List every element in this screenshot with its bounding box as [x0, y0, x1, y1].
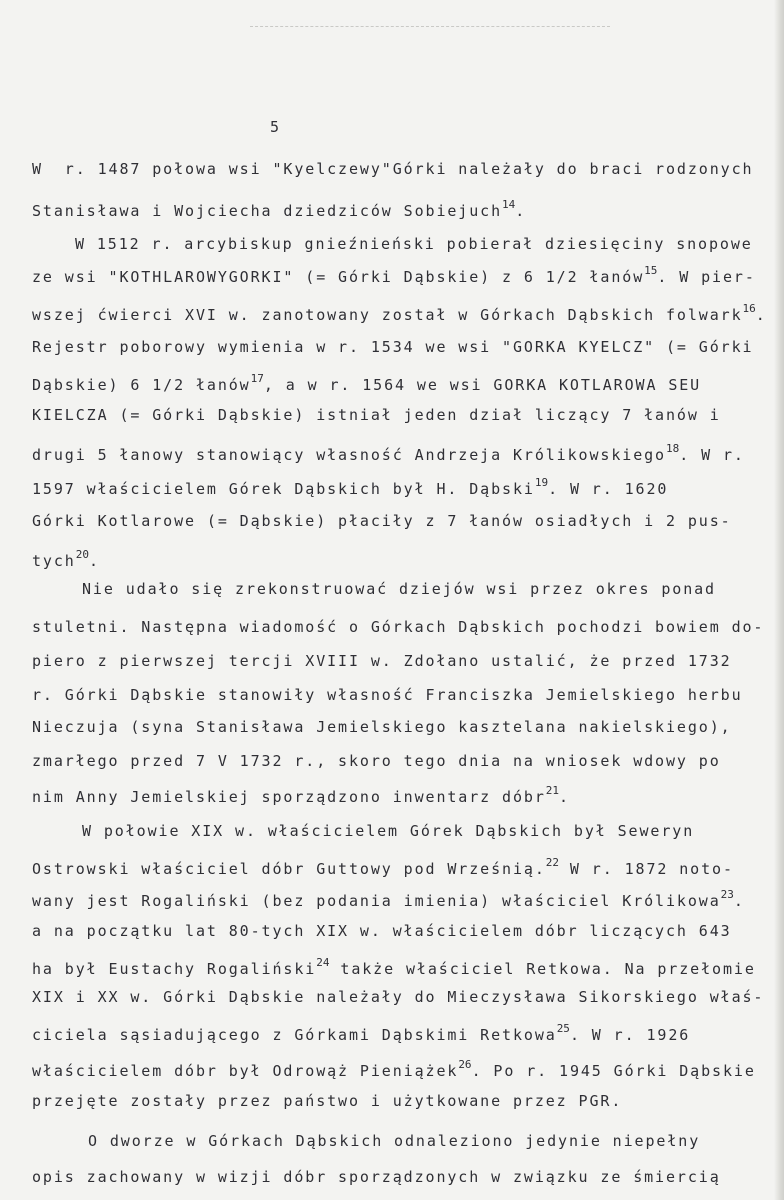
line-text: Nieczuja (syna Stanisława Jemielskiego kasztelana nakielskiego), [32, 718, 732, 736]
line-text-continuation: . W r. 1926 [569, 1026, 691, 1044]
text-line [32, 548, 100, 570]
line-text: O dworze w Górkach Dąbskich odnaleziono jedynie niepełny [88, 1132, 701, 1150]
line-text-continuation: W r. 1872 noto- [559, 860, 734, 878]
line-text: ha był Eustachy Rogaliński [32, 960, 317, 978]
line-text: a na początku lat 80-tych XIX w. właścicielem dóbr liczących 643 [32, 922, 732, 940]
line-text-continuation: także właściciel Retkowa. Na przełomie [329, 960, 756, 978]
footnote-marker: 20 [75, 548, 89, 561]
scan-artifact-line [250, 26, 610, 27]
line-text-continuation: . [88, 552, 100, 570]
footnote-marker: 17 [250, 372, 264, 385]
text-line [82, 580, 716, 598]
line-text: drugi 5 łanowy stanowiący własność Andrzeja Królikowskiego [32, 446, 666, 464]
text-line [32, 752, 721, 770]
line-text: właścicielem dóbr był Odrowąż Pieniążek [32, 1062, 459, 1080]
line-text: ze wsi "KOTHLAROWYGORKI" (= Górki Dąbskie) z 6 1/2 łanów [32, 268, 645, 286]
text-line [32, 1092, 622, 1110]
line-text: W połowie XIX w. właścicielem Górek Dąbskich był Seweryn [82, 822, 695, 840]
footnote-marker: 25 [556, 1022, 570, 1035]
line-text-continuation: . [559, 788, 570, 806]
text-line [32, 264, 756, 286]
text-line [75, 235, 753, 253]
text-line [32, 988, 764, 1006]
footnote-marker: 16 [742, 302, 756, 315]
footnote-marker: 19 [534, 476, 549, 489]
line-text: Dąbskie) 6 1/2 łanów [32, 376, 251, 394]
text-line [32, 784, 570, 806]
line-text: opis zachowany w wizji dóbr sporządzonych w związku ze śmiercią [32, 1168, 721, 1186]
text-line [32, 888, 745, 910]
page-edge [774, 0, 784, 1200]
line-text-continuation: . W r. 1620 [548, 480, 669, 498]
text-line [32, 1168, 721, 1186]
line-text: Nie udało się zrekonstruować dziejów wsi przez okres ponad [82, 580, 716, 598]
footnote-marker: 22 [545, 856, 559, 869]
line-text: tych [32, 552, 76, 570]
line-text-continuation: . [515, 202, 527, 220]
line-text-continuation: . [733, 892, 745, 910]
line-text-continuation: . W r. [679, 446, 745, 464]
text-line [32, 476, 668, 498]
line-text: Stanisława i Wojciecha dziedziców Sobiejuch [32, 202, 503, 220]
line-text: wany jest Rogaliński (bez podania imienia) właściciel Królikowa [32, 892, 721, 910]
line-text-continuation: . Po r. 1945 Górki Dąbskie [471, 1062, 756, 1080]
line-text: wszej ćwierci XVI w. zanotowany został w Górkach Dąbskich folwark [32, 306, 743, 324]
text-line [32, 1058, 756, 1080]
page-number: 5 [270, 118, 281, 136]
line-text: r. Górki Dąbskie stanowiły własność Franciszka Jemielskiego herbu [32, 686, 743, 704]
line-text: zmarłego przed 7 V 1732 r., skoro tego dnia na wniosek wdowy po [32, 752, 721, 770]
line-text: stuletni. Następna wiadomość o Górkach Dąbskich pochodzi bowiem do- [32, 618, 765, 636]
footnote-marker: 24 [316, 956, 330, 969]
text-line [82, 822, 694, 840]
text-line [32, 302, 767, 324]
line-text: piero z pierwszej tercji XVIII w. Zdołano ustalić, że przed 1732 [32, 652, 732, 670]
text-line [32, 956, 756, 978]
text-line [32, 442, 745, 464]
line-text-continuation: . W pier- [657, 268, 756, 286]
text-line [88, 1132, 700, 1150]
line-text: przejęte zostały przez państwo i użytkowane przez PGR. [32, 1092, 623, 1110]
line-text: nim Anny Jemielskiej sporządzono inwentarz dóbr [32, 788, 546, 806]
text-line [32, 198, 526, 220]
footnote-marker: 15 [644, 264, 658, 277]
line-text: W r. 1487 połowa wsi "Kyelczewy"Górki należały do braci rodzonych [32, 160, 754, 178]
text-line [32, 618, 764, 636]
text-line [32, 1022, 690, 1044]
text-line [32, 512, 732, 530]
footnote-marker: 18 [665, 442, 680, 455]
footnote-marker: 26 [458, 1058, 472, 1071]
footnote-marker: 21 [545, 784, 559, 797]
text-line [32, 856, 734, 878]
line-text: Górki Kotlarowe (= Dąbskie) płaciły z 7 łanów osiadłych i 2 pus- [32, 512, 732, 530]
line-text: ciciela sąsiadującego z Górkami Dąbskimi Retkowa [32, 1026, 557, 1044]
text-line [32, 718, 732, 736]
text-line [32, 922, 732, 940]
footnote-marker: 23 [720, 888, 734, 901]
line-text: W 1512 r. arcybiskup gnieźnieński pobierał dziesięciny snopowe [75, 235, 753, 253]
line-text: KIELCZA (= Górki Dąbskie) istniał jeden dział liczący 7 łanów i [32, 406, 721, 424]
text-line [32, 160, 753, 178]
line-text: XIX i XX w. Górki Dąbskie należały do Mieczysława Sikorskiego właś- [32, 988, 765, 1006]
text-line [32, 372, 701, 394]
line-text: 1597 właścicielem Górek Dąbskich był H. Dąbski [32, 480, 535, 498]
text-line [32, 338, 753, 356]
line-text-continuation: . [755, 306, 767, 324]
text-line [32, 406, 721, 424]
line-text: Ostrowski właściciel dóbr Guttowy pod Wrześnią. [32, 860, 546, 878]
footnote-marker: 14 [502, 198, 516, 211]
line-text: Rejestr poborowy wymienia w r. 1534 we wsi "GORKA KYELCZ" (= Górki [32, 338, 754, 356]
line-text-continuation: , a w r. 1564 we wsi GORKA KOTLAROWA SEU [263, 376, 702, 394]
text-line [32, 652, 732, 670]
text-line [32, 686, 743, 704]
